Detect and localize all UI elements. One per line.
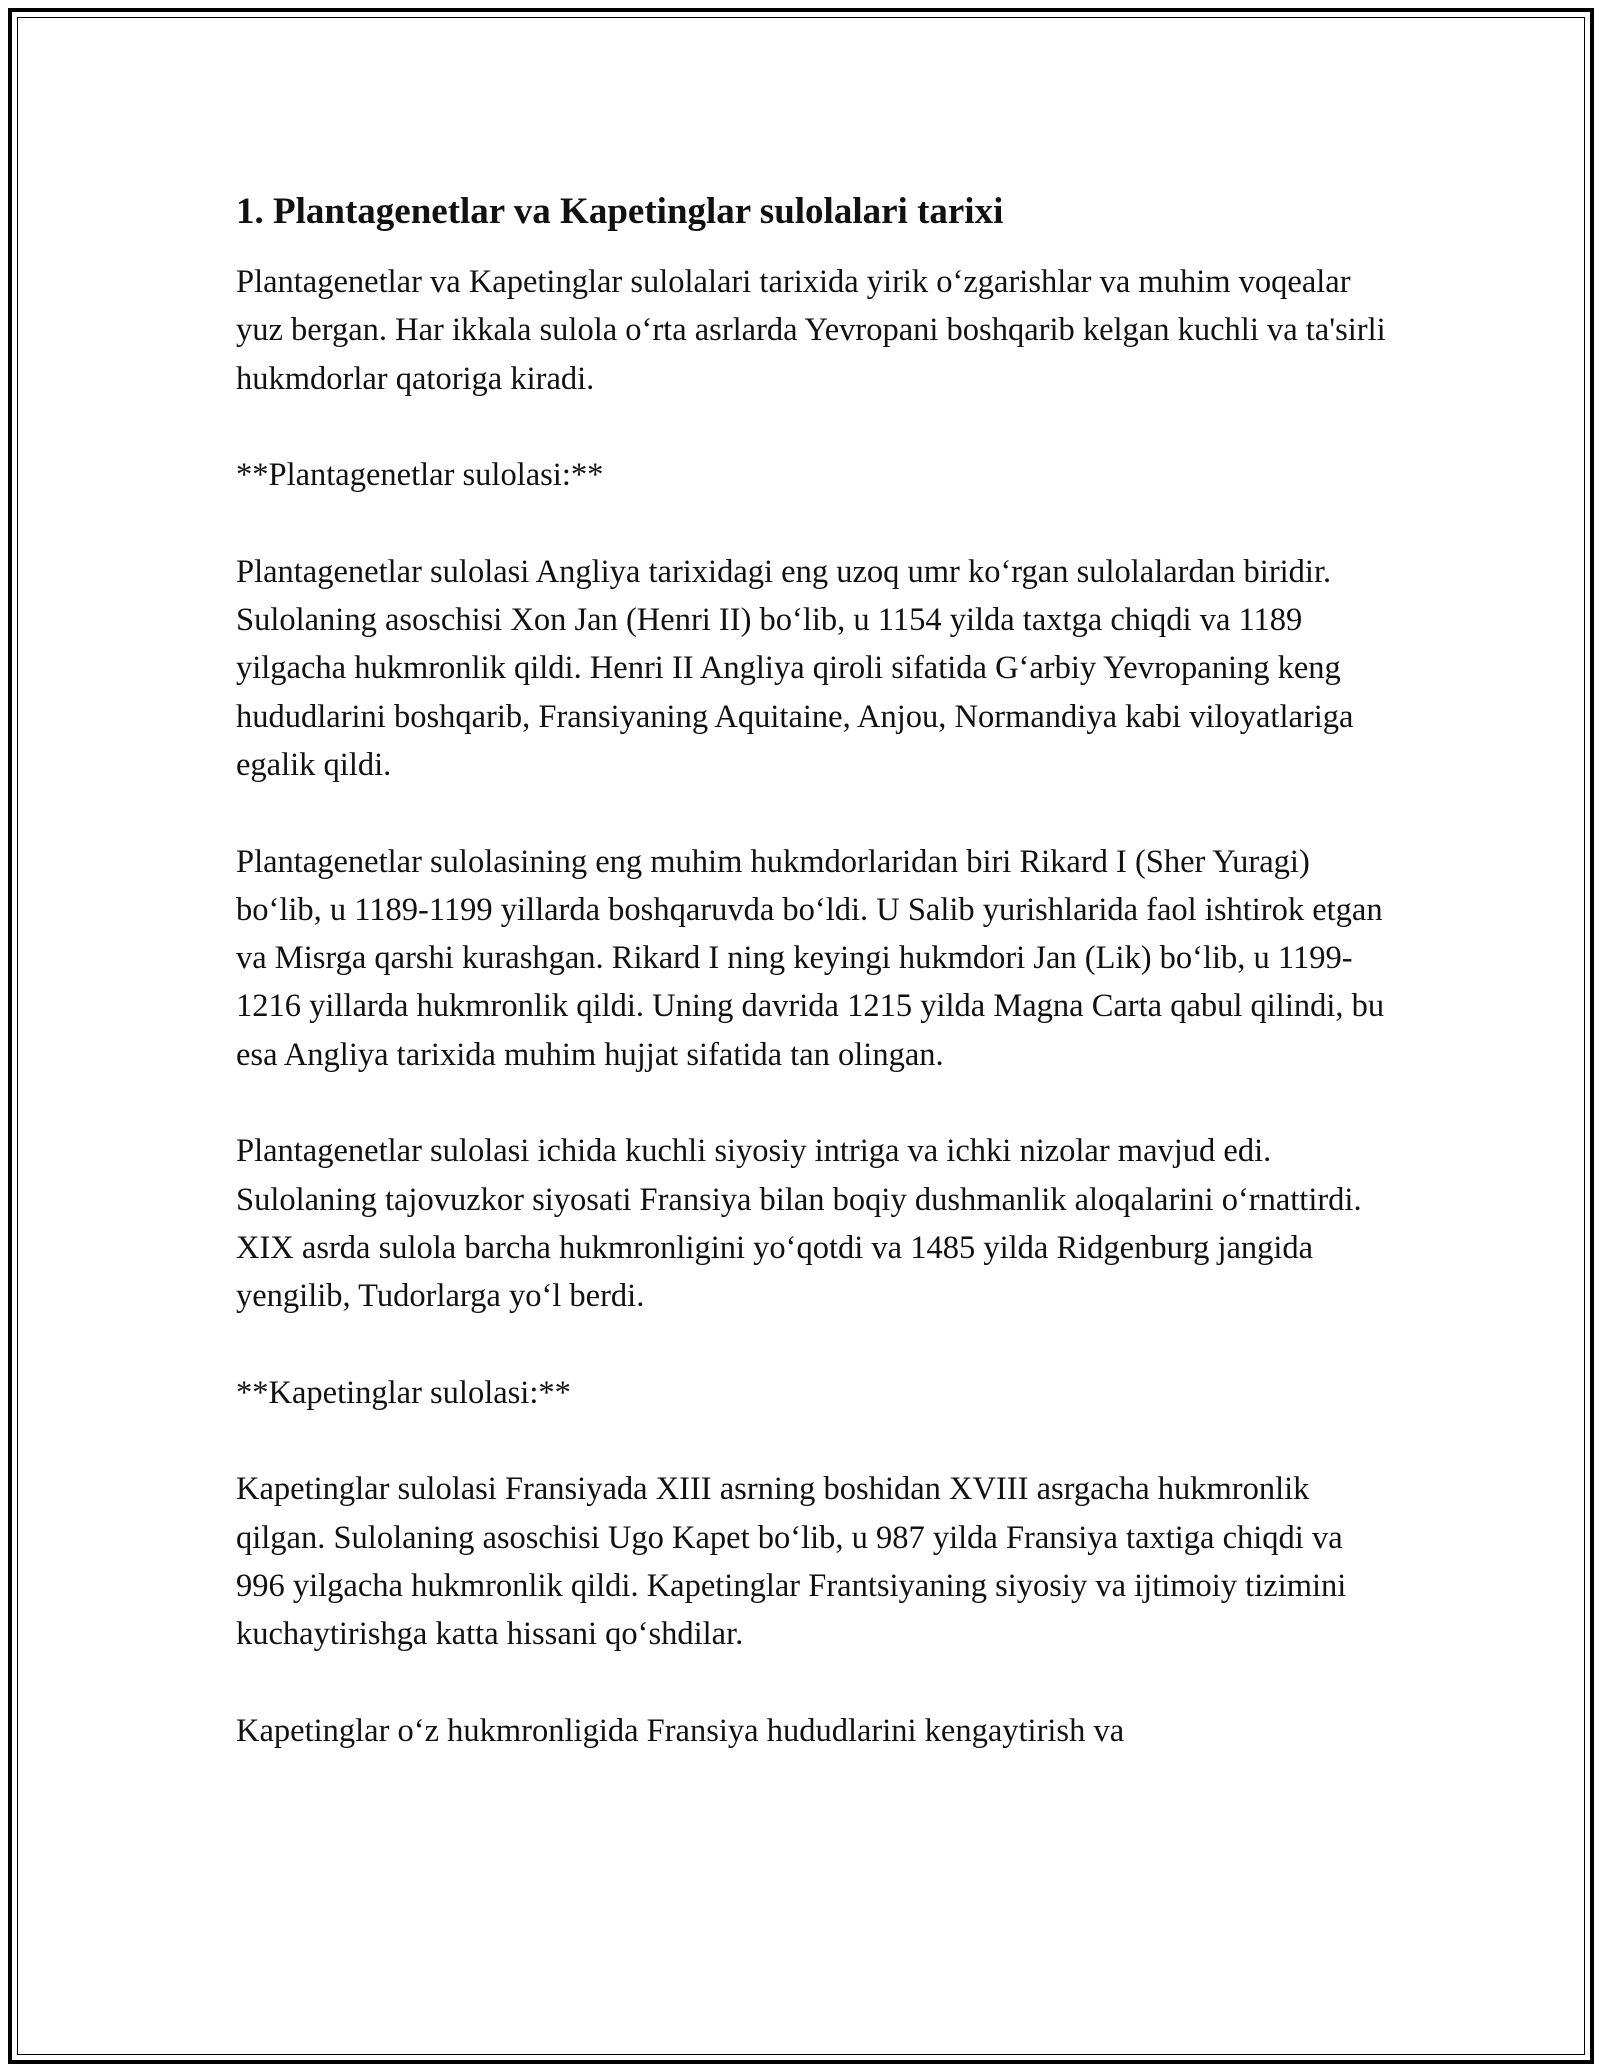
paragraph-capetian-founding: Kapetinglar sulolasi Fransiyada XIII asrning boshidan XVIII asrgacha hukmronlik qilgan. Sulolaning asoschisi Ugo Kapet boʻlib, u 987 yilda Fransiya taxtiga chiqdi va 996 yilgacha hukmronlik qildi. Kapetinglar Frantsiyaning siyosiy va ijtimoiy tizimini kuchaytirishga katta hissani qoʻshdilar.	[236, 1471, 1347, 1653]
paragraph-plantagenet-founding: Plantagenetlar sulolasi Angliya tarixidagi eng uzoq umr koʻrgan sulolalardan biridir. Sulolaning asoschisi Xon Jan (Henri II) boʻlib, u 1154 yilda taxtga chiqdi va 1189 yilgacha hukmronlik qildi. Henri II Angliya qiroli sifatida Gʻarbiy Yevropaning keng hududlarini boshqarib, Fransiyaning Aquitaine, Anjou, Normandiya kabi viloyatlariga egalik qildi.	[236, 553, 1354, 783]
document-title: 1. Plantagenetlar va Kapetinglar sulolalari tarixi	[236, 191, 1004, 232]
paragraph-capetian-expansion: Kapetinglar oʻz hukmronligida Fransiya hududlarini kengaytirish va	[236, 1712, 1125, 1749]
section-heading-capetian: **Kapetinglar sulolasi:**	[236, 1374, 571, 1411]
paragraph-plantagenet-decline: Plantagenetlar sulolasi ichida kuchli siyosiy intriga va ichki nizolar mavjud edi. Sulolaning tajovuzkor siyosati Fransiya bilan boqiy dushmanlik aloqalarini oʻrnattirdi. XIX asrda sulola barcha hukmronligini yoʻqotdi va 1485 yilda Ridgenburg jangida yengilib, Tudorlarga yoʻl berdi.	[236, 1133, 1362, 1315]
paragraph-intro: Plantagenetlar va Kapetinglar sulolalari tarixida yirik oʻzgarishlar va muhim voqealar yuz bergan. Har ikkala sulola oʻrta asrlarda Yevropani boshqarib kelgan kuchli va ta'sirli hukmdorlar qatoriga kiradi.	[236, 264, 1386, 397]
document-body	[236, 188, 1386, 1755]
paragraph-plantagenet-rulers: Plantagenetlar sulolasining eng muhim hukmdorlaridan biri Rikard I (Sher Yuragi) boʻlib, u 1189-1199 yillarda boshqaruvda boʻldi. U Salib yurishlarida faol ishtirok etgan va Misrga qarshi kurashgan. Rikard I ning keyingi hukmdori Jan (Lik) boʻlib, u 1199-1216 yillarda hukmronlik qildi. Uning davrida 1215 yilda Magna Carta qabul qilindi, bu esa Angliya tarixida muhim hujjat sifatida tan olingan.	[236, 843, 1385, 1073]
section-heading-plantagenet: **Plantagenetlar sulolasi:**	[236, 457, 604, 494]
